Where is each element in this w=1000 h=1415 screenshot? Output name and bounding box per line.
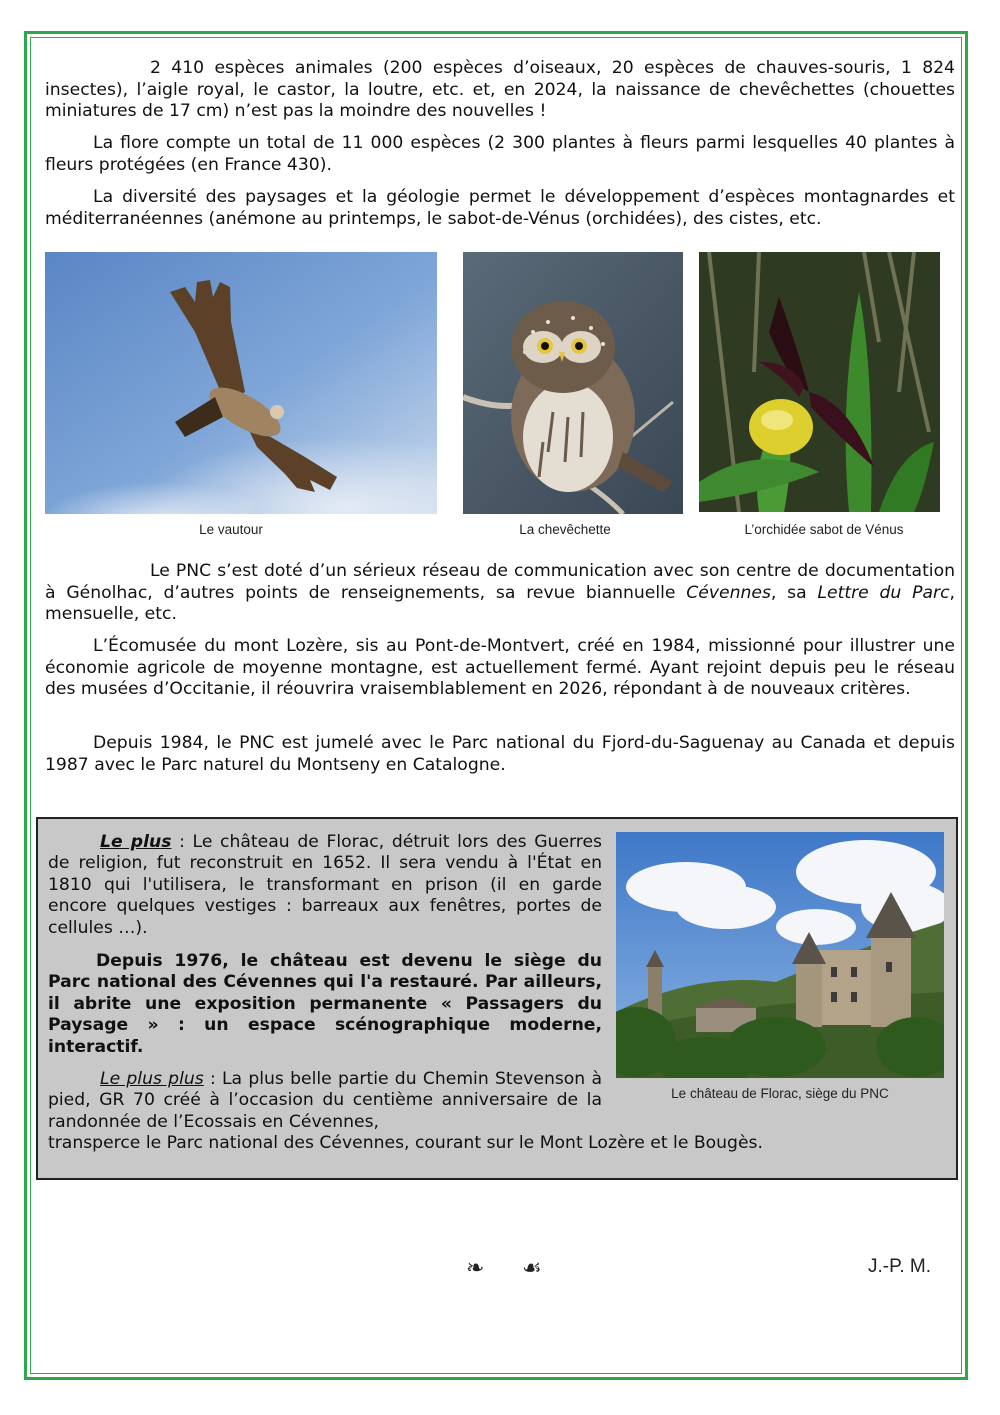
vulture-photo (45, 252, 437, 514)
castle-photo (616, 832, 944, 1078)
orchid-caption: L’orchidée sabot de Vénus (744, 522, 904, 537)
ornament-right-icon: ☙ (522, 1256, 542, 1281)
plus-label: Le plus (100, 832, 172, 852)
paragraph-flora: La flore compte un total de 11 000 espèces (2 300 plantes à fleurs parmi lesquelles 40 plantes à fleurs protégées (en France 430). (45, 133, 955, 175)
ornament-left-icon: ❧ (466, 1256, 485, 1281)
box-plusplus-continuation: transperce le Parc national des Cévennes, courant sur le Mont Lozère et le Bougès. (48, 1133, 763, 1153)
castle-caption: Le château de Florac, siège du PNC (671, 1086, 889, 1101)
box-plus-paragraph: Le plus : Le château de Florac, détruit lors des Guerres de religion, fut reconstruit en 1652. Il sera vendu à l'État en 1810 qui l'utilisera, le transformant en prison (il en garde encore quelques vestiges : barreaux aux fenêtres, portes de cellules …). (48, 832, 602, 938)
info-box (36, 817, 958, 1180)
owl-photo (463, 252, 683, 514)
paragraph-fauna: 2 410 espèces animales (200 espèces d’oiseaux, 20 espèces de chauves-souris, 1 824 insectes), l’aigle royal, le castor, la loutre, etc. et, en 2024, la naissance de chevêchettes (chouettes miniatures de 17 cm) n’est pas la moindre des nouvelles ! (45, 58, 955, 121)
author-signature: J.-P. M. (868, 1256, 931, 1277)
paragraph-landscape: La diversité des paysages et la géologie permet le développement d’espèces montagnardes et méditerranéennes (anémone au printemps, le sabot-de-Vénus (orchidées), des cistes, etc. (45, 187, 955, 229)
paragraph-communication: Le PNC s’est doté d’un sérieux réseau de communication avec son centre de documentation à Génolhac, d’autres points de renseignements, sa revue biannuelle Cévennes, sa Lettre du Parc, mensuelle, etc. (45, 561, 955, 624)
paragraph-twinning: Depuis 1984, le PNC est jumelé avec le Parc national du Fjord-du-Saguenay au Canada et depuis 1987 avec le Parc naturel du Montseny en Catalogne. (45, 733, 955, 775)
plusplus-label: Le plus plus (100, 1069, 204, 1089)
vulture-caption: Le vautour (199, 522, 263, 537)
paragraph-ecomusee: L’Écomusée du mont Lozère, sis au Pont-de-Montvert, créé en 1984, missionné pour illustrer une économie agricole de moyenne montagne, est actuellement fermé. Ayant rejoint depuis peu le réseau des musées d’Occitanie, il réouvrira vraisemblablement en 2026, répondant à de nouveaux critères. (45, 636, 955, 699)
orchid-photo (699, 252, 940, 512)
box-plusplus-paragraph: Le plus plus : La plus belle partie du Chemin Stevenson à pied, GR 70 créé à l’occasion du centième anniversaire de la randonnée de l’Ecossais en Cévennes, (48, 1069, 602, 1132)
box-bold-paragraph: Depuis 1976, le château est devenu le siège du Parc national des Cévennes qui l'a restauré. Par ailleurs, il abrite une exposition permanente « Passagers du Paysage » : un espace scénographique moderne, interactif. (48, 951, 602, 1057)
owl-caption: La chevêchette (519, 522, 611, 537)
